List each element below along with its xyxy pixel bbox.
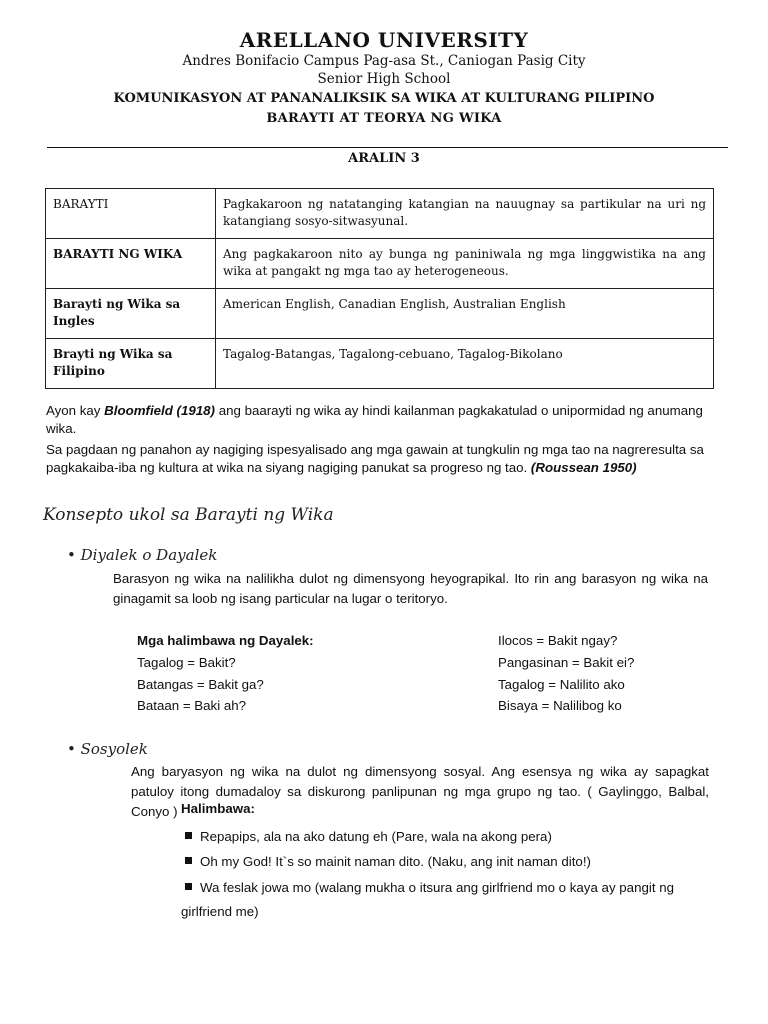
school-level: Senior High School: [317, 71, 451, 87]
table-term: Barayti ng Wika sa Ingles: [46, 289, 216, 339]
definitions-table: [45, 188, 714, 389]
topic-title: BARAYTI AT TEORYA NG WIKA: [266, 111, 502, 126]
paragraph-text: Ayon kay: [46, 403, 105, 418]
diyalek-definition: Barasyon ng wika na nalilikha dulot ng dimensyong heyograpikal. Ito rin ang barasyon ng wika na ginagamit sa loob ng isang particular na lugar o teritoryo.: [113, 571, 708, 606]
citation-roussean: (Roussean 1950): [530, 460, 637, 475]
list-item: [185, 876, 709, 899]
paragraph-text: ang baarayti ng wika ay hindi kailanman pagkakatulad o unipormidad ng anumang wika.: [46, 403, 703, 436]
diyalek-heading: • Diyalek o Dayalek: [67, 546, 218, 564]
table-term: Brayti ng Wika sa Filipino: [46, 339, 216, 389]
dialect-example: Bataan = Baki ah?: [137, 698, 247, 713]
square-bullet-icon: [185, 883, 192, 890]
dialect-example: Batangas = Bakit ga?: [137, 677, 264, 692]
list-item: [185, 850, 591, 873]
table-definition: American English, Canadian English, Australian English: [216, 289, 714, 339]
list-item-text: Repapips, ala na ako datung eh (Pare, wala na akong pera): [200, 829, 552, 844]
campus-address: Andres Bonifacio Campus Pag-asa St., Caniogan Pasig City: [182, 53, 586, 69]
lesson-label: ARALIN 3: [348, 151, 420, 166]
table-row: [46, 239, 714, 289]
table-definition: Ang pagkakaroon nito ay bunga ng paniniwala ng mga linggwistika na ang wika at pangakt ng mga tao ay heterogeneous.: [216, 239, 714, 289]
list-item-continuation: girlfriend me): [181, 904, 259, 919]
dialect-example: Pangasinan = Bakit ei?: [498, 655, 635, 670]
table-row: [46, 339, 714, 389]
square-bullet-icon: [185, 832, 192, 839]
table-row: [46, 289, 714, 339]
dialect-example: Bisaya = Nalilibog ko: [498, 698, 622, 713]
table-definition: Pagkakaroon ng natatanging katangian na nauugnay sa partikular na uri ng katangiang sosyo-sitwasyunal.: [216, 189, 714, 239]
dialect-example: Tagalog = Nalilito ako: [498, 677, 625, 692]
list-item-text: Oh my God! It`s so mainit naman dito. (Naku, ang init naman dito!): [200, 854, 591, 869]
list-item-text: Wa feslak jowa mo (walang mukha o itsura ang girlfriend mo o kaya ay pangit ng: [200, 880, 675, 895]
paragraph-text: Sa pagdaan ng panahon ay nagiging ispesyalisado ang mga gawain at tungkulin ng mga tao na nagreresulta sa pagkakaiba-iba ng kultura at wika na siyang nagiging panukat sa progreso ng tao.: [46, 442, 704, 475]
header-divider: [47, 147, 728, 148]
table-term: BARAYTI: [46, 189, 216, 239]
square-bullet-icon: [185, 857, 192, 864]
halimbawa-label: Halimbawa:: [181, 801, 255, 816]
citation-bloomfield: Bloomfield (1918): [104, 403, 215, 418]
university-name: ARELLANO UNIVERSITY: [239, 28, 529, 52]
bloomfield-paragraph: [46, 402, 710, 438]
dialect-example: Ilocos = Bakit ngay?: [498, 633, 618, 648]
table-definition: Tagalog-Batangas, Tagalong-cebuano, Tagalog-Bikolano: [216, 339, 714, 389]
dialect-example: Tagalog = Bakit?: [137, 655, 236, 670]
list-item: [185, 825, 552, 848]
table-row: [46, 189, 714, 239]
sosyolek-definition: Ang baryasyon ng wika na dulot ng dimensyong sosyal. Ang esensya ng wika ay sapagkat patuloy itong dumadaloy sa diskurong panlipunan ng mga grupo ng tao. ( Gaylinggo, Balbal, Conyo ): [131, 764, 709, 819]
table-term: BARAYTI NG WIKA: [46, 239, 216, 289]
section-heading: Konsepto ukol sa Barayti ng Wika: [43, 505, 334, 525]
subject-title: KOMUNIKASYON AT PANANALIKSIK SA WIKA AT KULTURANG PILIPINO: [113, 91, 655, 106]
sosyolek-heading: • Sosyolek: [67, 740, 148, 758]
roussean-paragraph: [46, 441, 710, 477]
examples-heading: Mga halimbawa ng Dayalek:: [137, 633, 314, 648]
